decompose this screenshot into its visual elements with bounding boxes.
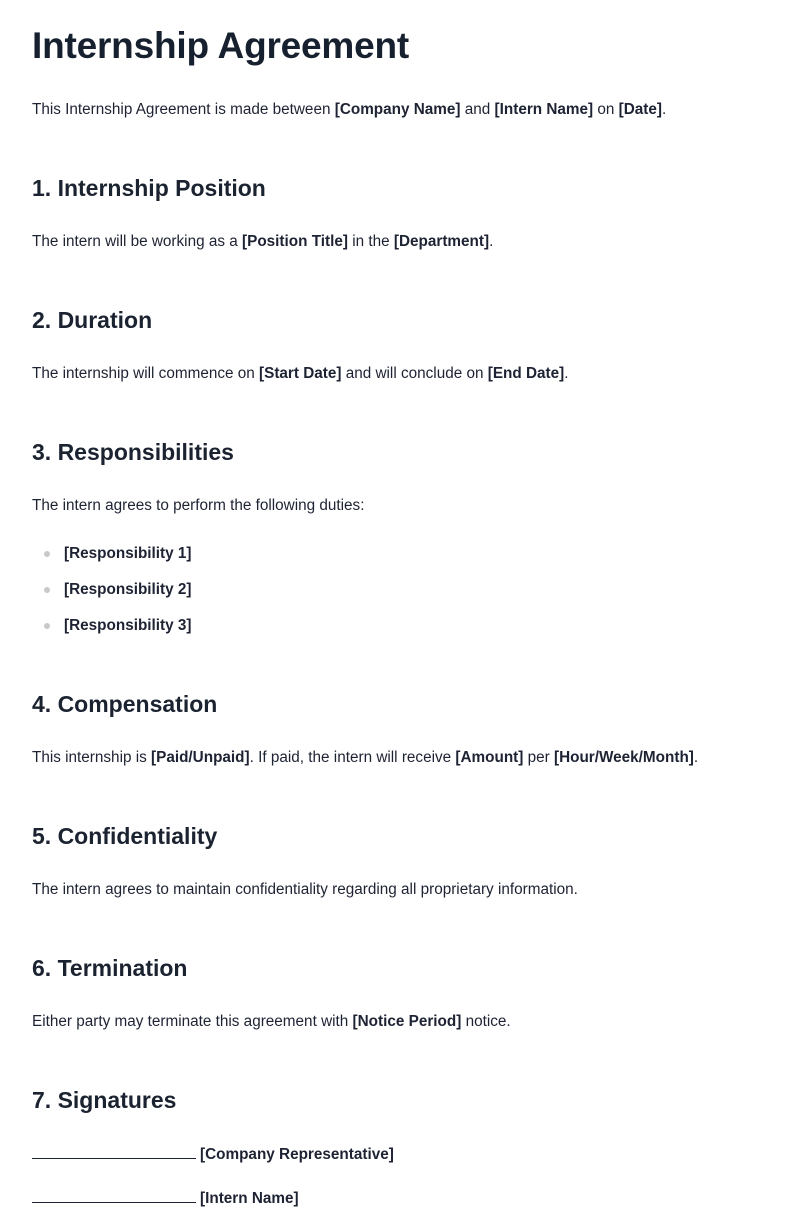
compensation-paragraph	[32, 748, 698, 768]
termination-text: notice.	[461, 1013, 511, 1030]
signature-blank	[32, 1188, 196, 1203]
intro-text: This Internship Agreement is made between	[32, 101, 335, 118]
section-heading-signatures: 7. Signatures	[32, 1087, 177, 1113]
paid-unpaid-placeholder: [Paid/Unpaid]	[151, 749, 250, 766]
responsibility-placeholder: [Responsibility 3]	[64, 617, 192, 634]
pay-period-placeholder: [Hour/Week/Month]	[553, 749, 694, 766]
termination-text: Either party may terminate this agreement with	[32, 1013, 353, 1030]
duration-text: .	[564, 365, 569, 382]
bullet-icon	[44, 551, 50, 557]
responsibility-placeholder: [Responsibility 2]	[64, 581, 192, 598]
duration-text: The internship will commence on	[32, 365, 260, 382]
responsibility-placeholder: [Responsibility 1]	[64, 545, 192, 562]
position-text: The intern will be working as a	[32, 233, 243, 250]
position-paragraph	[32, 232, 493, 252]
compensation-text: per	[523, 749, 554, 766]
duration-paragraph	[32, 364, 568, 384]
bullet-icon	[44, 587, 50, 593]
end-date-placeholder: [End Date]	[487, 365, 565, 382]
signature-blank	[32, 1144, 196, 1159]
bullet-icon	[44, 623, 50, 629]
amount-placeholder: [Amount]	[455, 749, 524, 766]
section-heading-compensation: 4. Compensation	[32, 691, 218, 717]
compensation-text: . If paid, the intern will receive	[249, 749, 456, 766]
section-heading-termination: 6. Termination	[32, 955, 188, 981]
signature-line-company	[32, 1144, 394, 1165]
intro-paragraph	[32, 100, 666, 120]
confidentiality-paragraph: The intern agrees to maintain confidentiality regarding all proprietary information.	[32, 881, 578, 898]
section-heading-duration: 2. Duration	[32, 307, 153, 333]
position-text: in the	[347, 233, 394, 250]
signature-line-intern	[32, 1188, 299, 1209]
compensation-text: .	[693, 749, 699, 766]
start-date-placeholder: [Start Date]	[259, 365, 342, 382]
section-heading-responsibilities: 3. Responsibilities	[32, 439, 234, 465]
page-title: Internship Agreement	[32, 25, 410, 66]
notice-period-placeholder: [Notice Period]	[352, 1013, 462, 1030]
intern-name-placeholder: [Intern Name]	[494, 101, 594, 118]
intern-name-label: [Intern Name]	[200, 1190, 299, 1207]
termination-paragraph	[32, 1012, 511, 1032]
intro-text: and	[460, 101, 495, 118]
date-placeholder: [Date]	[618, 101, 662, 118]
position-text: .	[489, 233, 494, 250]
responsibilities-paragraph: The intern agrees to perform the following duties:	[32, 497, 365, 514]
compensation-text: This internship is	[32, 749, 152, 766]
duration-text: and will conclude on	[341, 365, 488, 382]
company-name-placeholder: [Company Name]	[334, 101, 461, 118]
department-placeholder: [Department]	[393, 233, 490, 250]
section-heading-position: 1. Internship Position	[32, 175, 266, 201]
company-representative-label: [Company Representative]	[200, 1146, 394, 1163]
intro-text: on	[593, 101, 619, 118]
position-title-placeholder: [Position Title]	[242, 233, 348, 250]
section-heading-confidentiality: 5. Confidentiality	[32, 823, 218, 849]
intro-text: .	[662, 101, 667, 118]
